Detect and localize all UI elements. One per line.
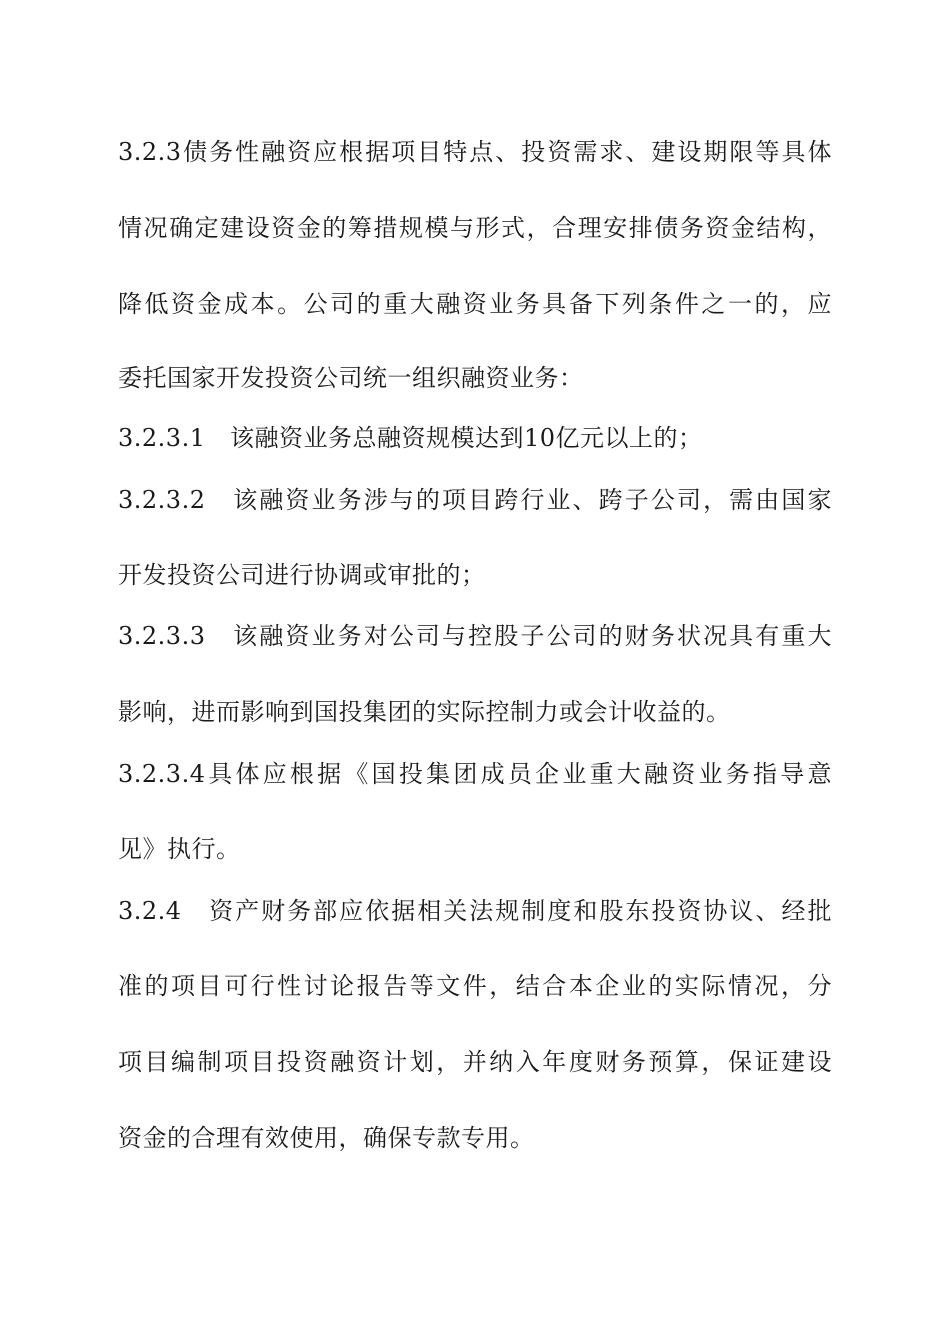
paragraph-line: 委托国家开发投资公司统一组织融资业务：	[118, 364, 584, 392]
paragraph-line: 资金的合理有效使用，确保专款专用。	[118, 1124, 535, 1152]
paragraph-line: 3.2.3.1 该融资业务总融资规模达到10亿元以上的；	[118, 424, 703, 452]
paragraph-line: 情况确定建设资金的筹措规模与形式，合理安排债务资金结构，	[118, 214, 832, 242]
paragraph-line: 3.2.3.4具体应根据《国投集团成员企业重大融资业务指导意	[118, 760, 832, 788]
paragraph-line: 准的项目可行性讨论报告等文件，结合本企业的实际情况，分	[118, 972, 832, 1000]
paragraph-line: 项目编制项目投资融资计划，并纳入年度财务预算，保证建设	[118, 1048, 832, 1076]
paragraph-line: 降低资金成本。公司的重大融资业务具备下列条件之一的，应	[118, 290, 832, 318]
paragraph-line: 3.2.3.2 该融资业务涉与的项目跨行业、跨子公司，需由国家	[118, 486, 832, 514]
paragraph-line: 3.2.3.3 该融资业务对公司与控股子公司的财务状况具有重大	[118, 622, 832, 650]
paragraph-line: 3.2.3债务性融资应根据项目特点、投资需求、建设期限等具体	[118, 138, 832, 166]
paragraph-line: 影响，进而影响到国投集团的实际控制力或会计收益的。	[118, 698, 731, 726]
paragraph-line: 3.2.4 资产财务部应依据相关法规制度和股东投资协议、经批	[118, 897, 832, 925]
paragraph-line: 开发投资公司进行协调或审批的；	[118, 561, 486, 589]
paragraph-line: 见》执行。	[118, 835, 241, 863]
